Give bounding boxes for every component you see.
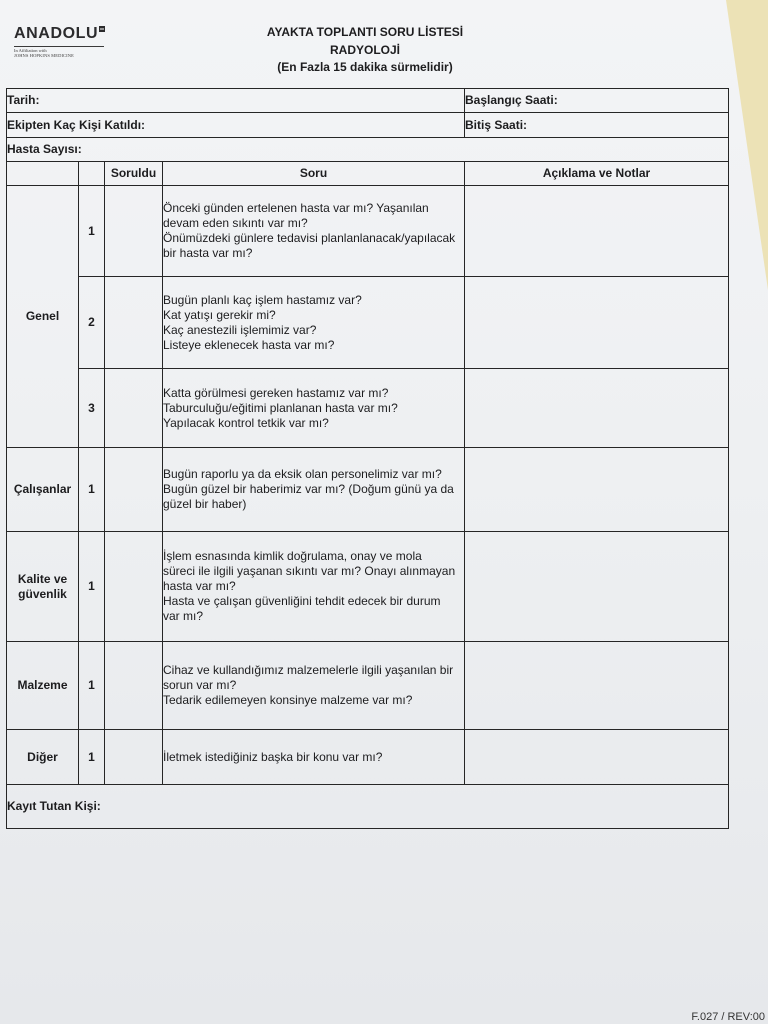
question-row bbox=[7, 369, 729, 448]
question-row bbox=[7, 642, 729, 730]
question-line: var mı? bbox=[163, 609, 204, 623]
question-cell bbox=[163, 448, 465, 532]
question-cell bbox=[163, 730, 465, 785]
notes-cell bbox=[465, 642, 729, 730]
question-number: 1 bbox=[79, 186, 105, 277]
question-line: Kaç anestezili işlemimiz var? bbox=[163, 322, 317, 337]
asked-cell bbox=[105, 532, 163, 642]
asked-cell bbox=[105, 369, 163, 448]
logo-affiliation-line1: In Affiliation with bbox=[14, 48, 47, 53]
category-genel: Genel bbox=[7, 186, 79, 448]
asked-cell bbox=[105, 730, 163, 785]
question-line: sorun var mı? bbox=[163, 678, 237, 692]
question-cell bbox=[163, 532, 465, 642]
hospital-logo bbox=[14, 24, 110, 60]
logo-badge-icon bbox=[99, 26, 105, 32]
header-number-cell bbox=[79, 162, 105, 186]
info-row-patient-count bbox=[7, 138, 729, 162]
standup-question-table bbox=[6, 88, 729, 829]
asked-cell bbox=[105, 642, 163, 730]
end-time-label: Bitiş Saati: bbox=[465, 113, 729, 138]
question-cell bbox=[163, 642, 465, 730]
header-category-cell bbox=[7, 162, 79, 186]
question-line: Bugün planlı kaç işlem hastamız var? bbox=[163, 292, 362, 307]
info-row-date bbox=[7, 89, 729, 113]
question-line: süreci ile ilgili yaşanan sıkıntı var mı? Onayı alınmayan bbox=[163, 564, 456, 578]
logo-divider bbox=[14, 46, 104, 47]
category-kalite-guvenlik: Kalite ve güvenlik bbox=[7, 532, 79, 642]
header-asked: Soruldu bbox=[105, 162, 163, 186]
asked-cell bbox=[105, 186, 163, 277]
question-line: Önceki günden ertelenen hasta var mı? Yaşanılan bbox=[163, 201, 429, 215]
question-cell bbox=[163, 277, 465, 369]
notes-cell bbox=[465, 532, 729, 642]
question-line: Listeye eklenecek hasta var mı? bbox=[163, 337, 335, 352]
question-line: Taburculuğu/eğitimi planlanan hasta var mı? bbox=[163, 400, 398, 415]
notes-cell bbox=[465, 277, 729, 369]
duration-note: (En Fazla 15 dakika sürmelidir) bbox=[277, 60, 453, 74]
recorder-row bbox=[7, 785, 729, 829]
question-number: 1 bbox=[79, 642, 105, 730]
question-line: güzel bir haber) bbox=[163, 497, 247, 511]
question-line: Tedarik edilemeyen konsinye malzeme var mı? bbox=[163, 693, 413, 707]
question-line: Hasta ve çalışan güvenliğini tehdit edecek bir durum bbox=[163, 594, 441, 608]
question-line: Bugün güzel bir haberimiz var mı? (Doğum günü ya da bbox=[163, 482, 454, 496]
notes-cell bbox=[465, 730, 729, 785]
question-row bbox=[7, 277, 729, 369]
form-code: F.027 / REV:00 bbox=[691, 1011, 765, 1023]
asked-cell bbox=[105, 448, 163, 532]
document-title: AYAKTA TOPLANTI SORU LİSTESİ bbox=[266, 25, 464, 39]
category-malzeme: Malzeme bbox=[7, 642, 79, 730]
notes-cell bbox=[465, 369, 729, 448]
question-line: Cihaz ve kullandığımız malzemelerle ilgili yaşanılan bir bbox=[163, 663, 454, 677]
question-row bbox=[7, 448, 729, 532]
question-number: 1 bbox=[79, 730, 105, 785]
question-line: Katta görülmesi gereken hastamız var mı? bbox=[163, 385, 389, 400]
attendees-label: Ekipten Kaç Kişi Katıldı: bbox=[7, 113, 465, 138]
question-line: Yapılacak kontrol tetkik var mı? bbox=[163, 415, 329, 430]
question-row bbox=[7, 532, 729, 642]
question-number: 1 bbox=[79, 532, 105, 642]
recorder-label: Kayıt Tutan Kişi: bbox=[7, 785, 729, 829]
table-header-row bbox=[7, 162, 729, 186]
category-diger: Diğer bbox=[7, 730, 79, 785]
question-number: 3 bbox=[79, 369, 105, 448]
logo-affiliation-line2: JOHNS HOPKINS MEDICINE bbox=[14, 53, 74, 58]
question-line: hasta var mı? bbox=[163, 579, 236, 593]
question-line: İletmek istediğiniz başka bir konu var mı? bbox=[163, 749, 383, 764]
notes-cell bbox=[465, 448, 729, 532]
header-notes: Açıklama ve Notlar bbox=[465, 162, 729, 186]
notes-cell bbox=[465, 186, 729, 277]
question-line: bir hasta var mı? bbox=[163, 246, 253, 260]
question-line: İşlem esnasında kimlik doğrulama, onay ve mola bbox=[163, 549, 422, 563]
logo-name: ANADOLU bbox=[14, 25, 99, 42]
question-row bbox=[7, 186, 729, 277]
question-line: Bugün raporlu ya da eksik olan personelimiz var mı? bbox=[163, 467, 442, 481]
category-calisanlar: Çalışanlar bbox=[7, 448, 79, 532]
document-title-block bbox=[200, 24, 530, 77]
info-row-attendees bbox=[7, 113, 729, 138]
question-number: 2 bbox=[79, 277, 105, 369]
department-name: RADYOLOJİ bbox=[329, 42, 400, 57]
question-line: devam eden sıkıntı var mı? bbox=[163, 216, 308, 230]
header-question: Soru bbox=[163, 162, 465, 186]
question-number: 1 bbox=[79, 448, 105, 532]
question-row bbox=[7, 730, 729, 785]
question-cell bbox=[163, 369, 465, 448]
question-cell bbox=[163, 186, 465, 277]
start-time-label: Başlangıç Saati: bbox=[465, 89, 729, 113]
patient-count-label: Hasta Sayısı: bbox=[7, 138, 729, 162]
question-line: Önümüzdeki günlere tedavisi planlanlanacak/yapılacak bbox=[163, 231, 456, 245]
date-label: Tarih: bbox=[7, 89, 465, 113]
question-line: Kat yatışı gerekir mi? bbox=[163, 307, 276, 322]
asked-cell bbox=[105, 277, 163, 369]
